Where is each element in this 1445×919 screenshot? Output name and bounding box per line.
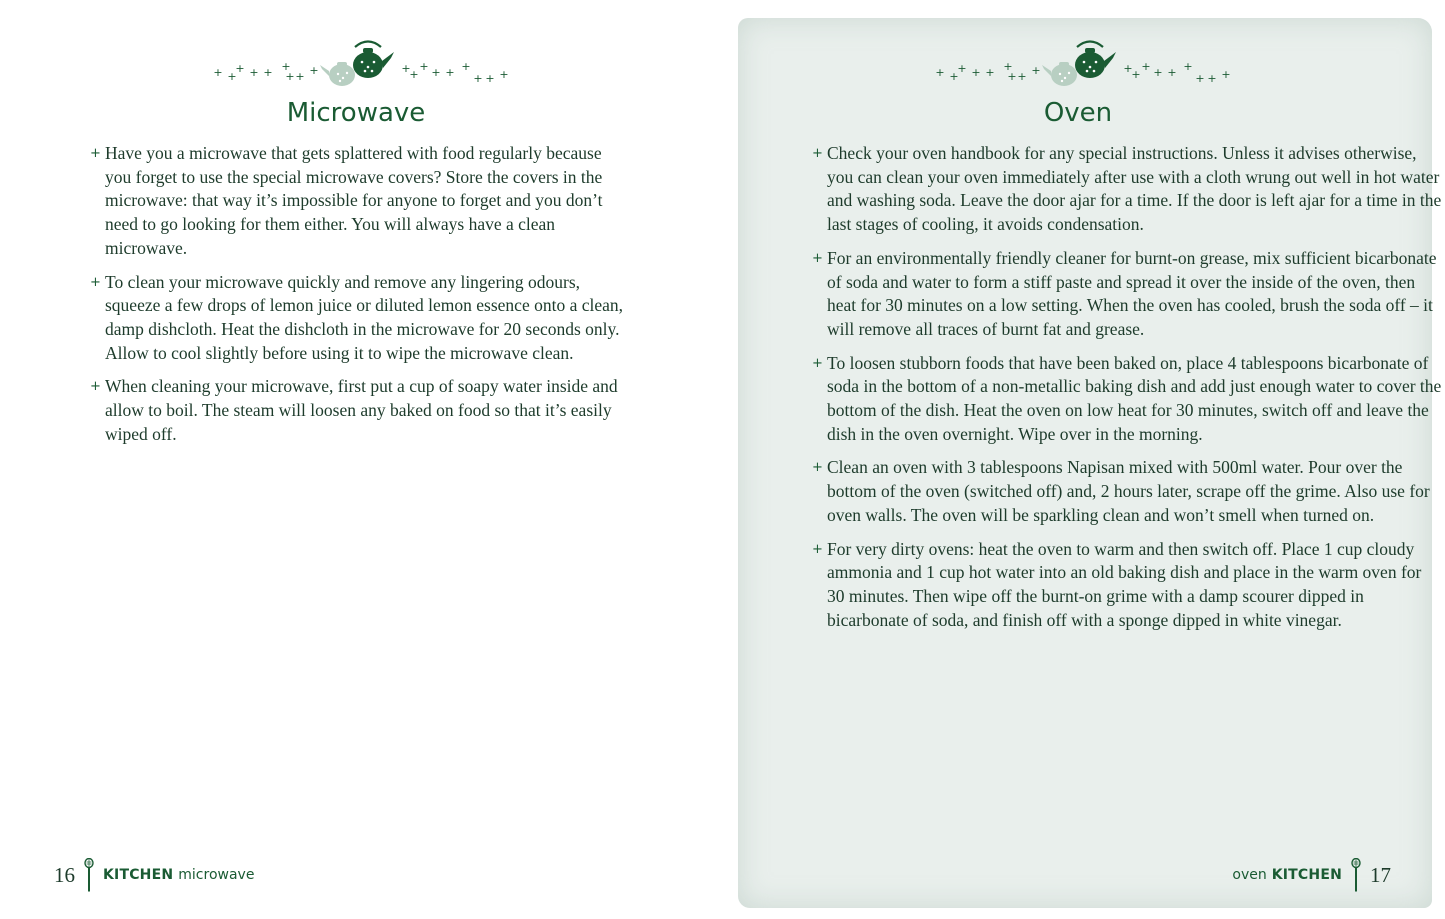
teapot-ornament-icon xyxy=(210,38,510,98)
svg-text:+: + xyxy=(957,62,967,75)
plus-bullet-icon: + xyxy=(812,250,823,266)
spoon-icon xyxy=(1350,858,1362,892)
svg-text:+: + xyxy=(431,66,441,79)
svg-text:+: + xyxy=(1003,60,1013,73)
svg-text:+: + xyxy=(485,72,495,85)
svg-text:+: + xyxy=(1007,70,1017,83)
page-title: Oven xyxy=(1043,98,1113,128)
svg-text:+: + xyxy=(281,60,291,73)
list-item: + Clean an oven with 3 tablespoons Napisan mixed with 500ml water. Pour over the bottom of the oven (switched off) and, 2 hours later, scrape off the grime. Also use for oven walls. The oven will be sparkling clean and won’t smell when turned on. xyxy=(812,457,1430,525)
svg-text:+: + xyxy=(473,72,483,85)
page-number: 17 xyxy=(1370,862,1391,887)
svg-text:+: + xyxy=(499,68,509,81)
svg-text:+: + xyxy=(1221,68,1231,81)
svg-text:+: + xyxy=(985,66,995,79)
svg-text:+: + xyxy=(213,66,223,79)
svg-text:+: + xyxy=(409,68,419,81)
list-item: + Have you a microwave that gets splattered with food regularly because you forget to use the special microwave covers? Store the covers in the microwave: that way it’s impossible for anyone to forget and you don’t need to go looking for them either. You will always have a clean microwave. xyxy=(90,143,603,258)
svg-text:+: + xyxy=(949,70,959,83)
svg-text:+: + xyxy=(309,64,319,77)
svg-text:+: + xyxy=(1207,72,1217,85)
svg-text:+: + xyxy=(1167,66,1177,79)
tips-list xyxy=(90,142,630,456)
list-item: + When cleaning your microwave, first put a cup of soapy water inside and allow to boil. The steam will loosen any baked on food so that it’s easily wiped off. xyxy=(90,376,618,444)
plus-bullet-icon: + xyxy=(812,355,823,371)
plus-bullet-icon: + xyxy=(90,146,101,161)
svg-text:+: + xyxy=(1123,62,1133,75)
svg-text:+: + xyxy=(401,62,411,75)
svg-text:+: + xyxy=(1183,60,1193,73)
page-number: 16 xyxy=(54,862,75,887)
list-item: + To clean your microwave quickly and remove any lingering odours, squeeze a few drops of lemon juice or diluted lemon essence onto a clean, damp dishcloth. Heat the dishcloth in the microwave for 20 seconds only. Allow to cool slightly before using it to wipe the microwave clean. xyxy=(90,271,624,363)
page-footer xyxy=(54,860,254,890)
section-label: KITCHEN xyxy=(103,867,174,883)
list-item: + To loosen stubborn foods that have been baked on, place 4 tablespoons bicarbonate of soda in the bottom of a non-metallic baking dish and add just enough water to cover the bottom of the dish. Heat the oven on low heat for 30 minutes, switch off and leave the dish in the oven overnight. Wipe over in the morning. xyxy=(812,352,1442,444)
list-item: + Check your oven handbook for any special instructions. Unless it advises otherwise, you can clean your oven immediately after use with a cloth wrung out well in hot water and washing soda. Leave the door ajar for a time. If the door is left ajar for a time in the last stages of cooling, it avoids condensation. xyxy=(812,143,1442,235)
subsection-label: microwave xyxy=(178,867,255,883)
svg-text:+: + xyxy=(1017,70,1027,83)
plus-bullet-icon: + xyxy=(812,460,823,476)
svg-text:+: + xyxy=(285,70,295,83)
svg-text:+: + xyxy=(1031,64,1041,77)
svg-text:+: + xyxy=(1131,68,1141,81)
svg-text:+: + xyxy=(445,66,455,79)
spoon-icon xyxy=(83,858,95,892)
svg-text:+: + xyxy=(263,66,273,79)
svg-text:+: + xyxy=(1195,72,1205,85)
svg-text:+: + xyxy=(419,60,429,73)
plus-bullet-icon: + xyxy=(90,379,101,395)
svg-text:+: + xyxy=(1141,60,1151,73)
svg-text:+: + xyxy=(235,62,245,75)
list-item: + For very dirty ovens: heat the oven to warm and then switch off. Place 1 cup cloudy ammonia and 1 cup hot water into an old baking dish and place in the warm oven for 30 minutes. Then wipe off the burnt-on grime with a damp scourer dipped in bicarbonate of soda, and finish off with a sponge dipped in white vinegar. xyxy=(812,538,1422,630)
svg-text:+: + xyxy=(1153,66,1163,79)
svg-text:+: + xyxy=(227,70,237,83)
svg-text:+: + xyxy=(295,70,305,83)
right-page xyxy=(722,0,1445,919)
subsection-label: oven xyxy=(1232,867,1267,883)
svg-text:+: + xyxy=(971,66,981,79)
svg-text:+: + xyxy=(249,66,259,79)
plus-bullet-icon: + xyxy=(90,274,101,290)
page-footer xyxy=(1232,860,1391,890)
plus-bullet-icon: + xyxy=(812,541,823,557)
svg-text:+: + xyxy=(461,60,471,73)
page-title: Microwave xyxy=(286,98,426,128)
tips-list xyxy=(812,142,1442,642)
left-page xyxy=(0,0,722,919)
plus-bullet-icon: + xyxy=(812,146,823,161)
svg-text:+: + xyxy=(935,66,945,79)
list-item: + For an environmentally friendly cleaner for burnt-on grease, mix sufficient bicarbonate of soda and water to form a stiff paste and spread it over the inside of the oven, then heat for 30 minutes on a low setting. When the oven has cooled, brush the soda off – it will remove all traces of burnt fat and grease. xyxy=(812,247,1437,339)
teapot-ornament-icon xyxy=(932,38,1232,98)
section-label: KITCHEN xyxy=(1271,867,1342,883)
